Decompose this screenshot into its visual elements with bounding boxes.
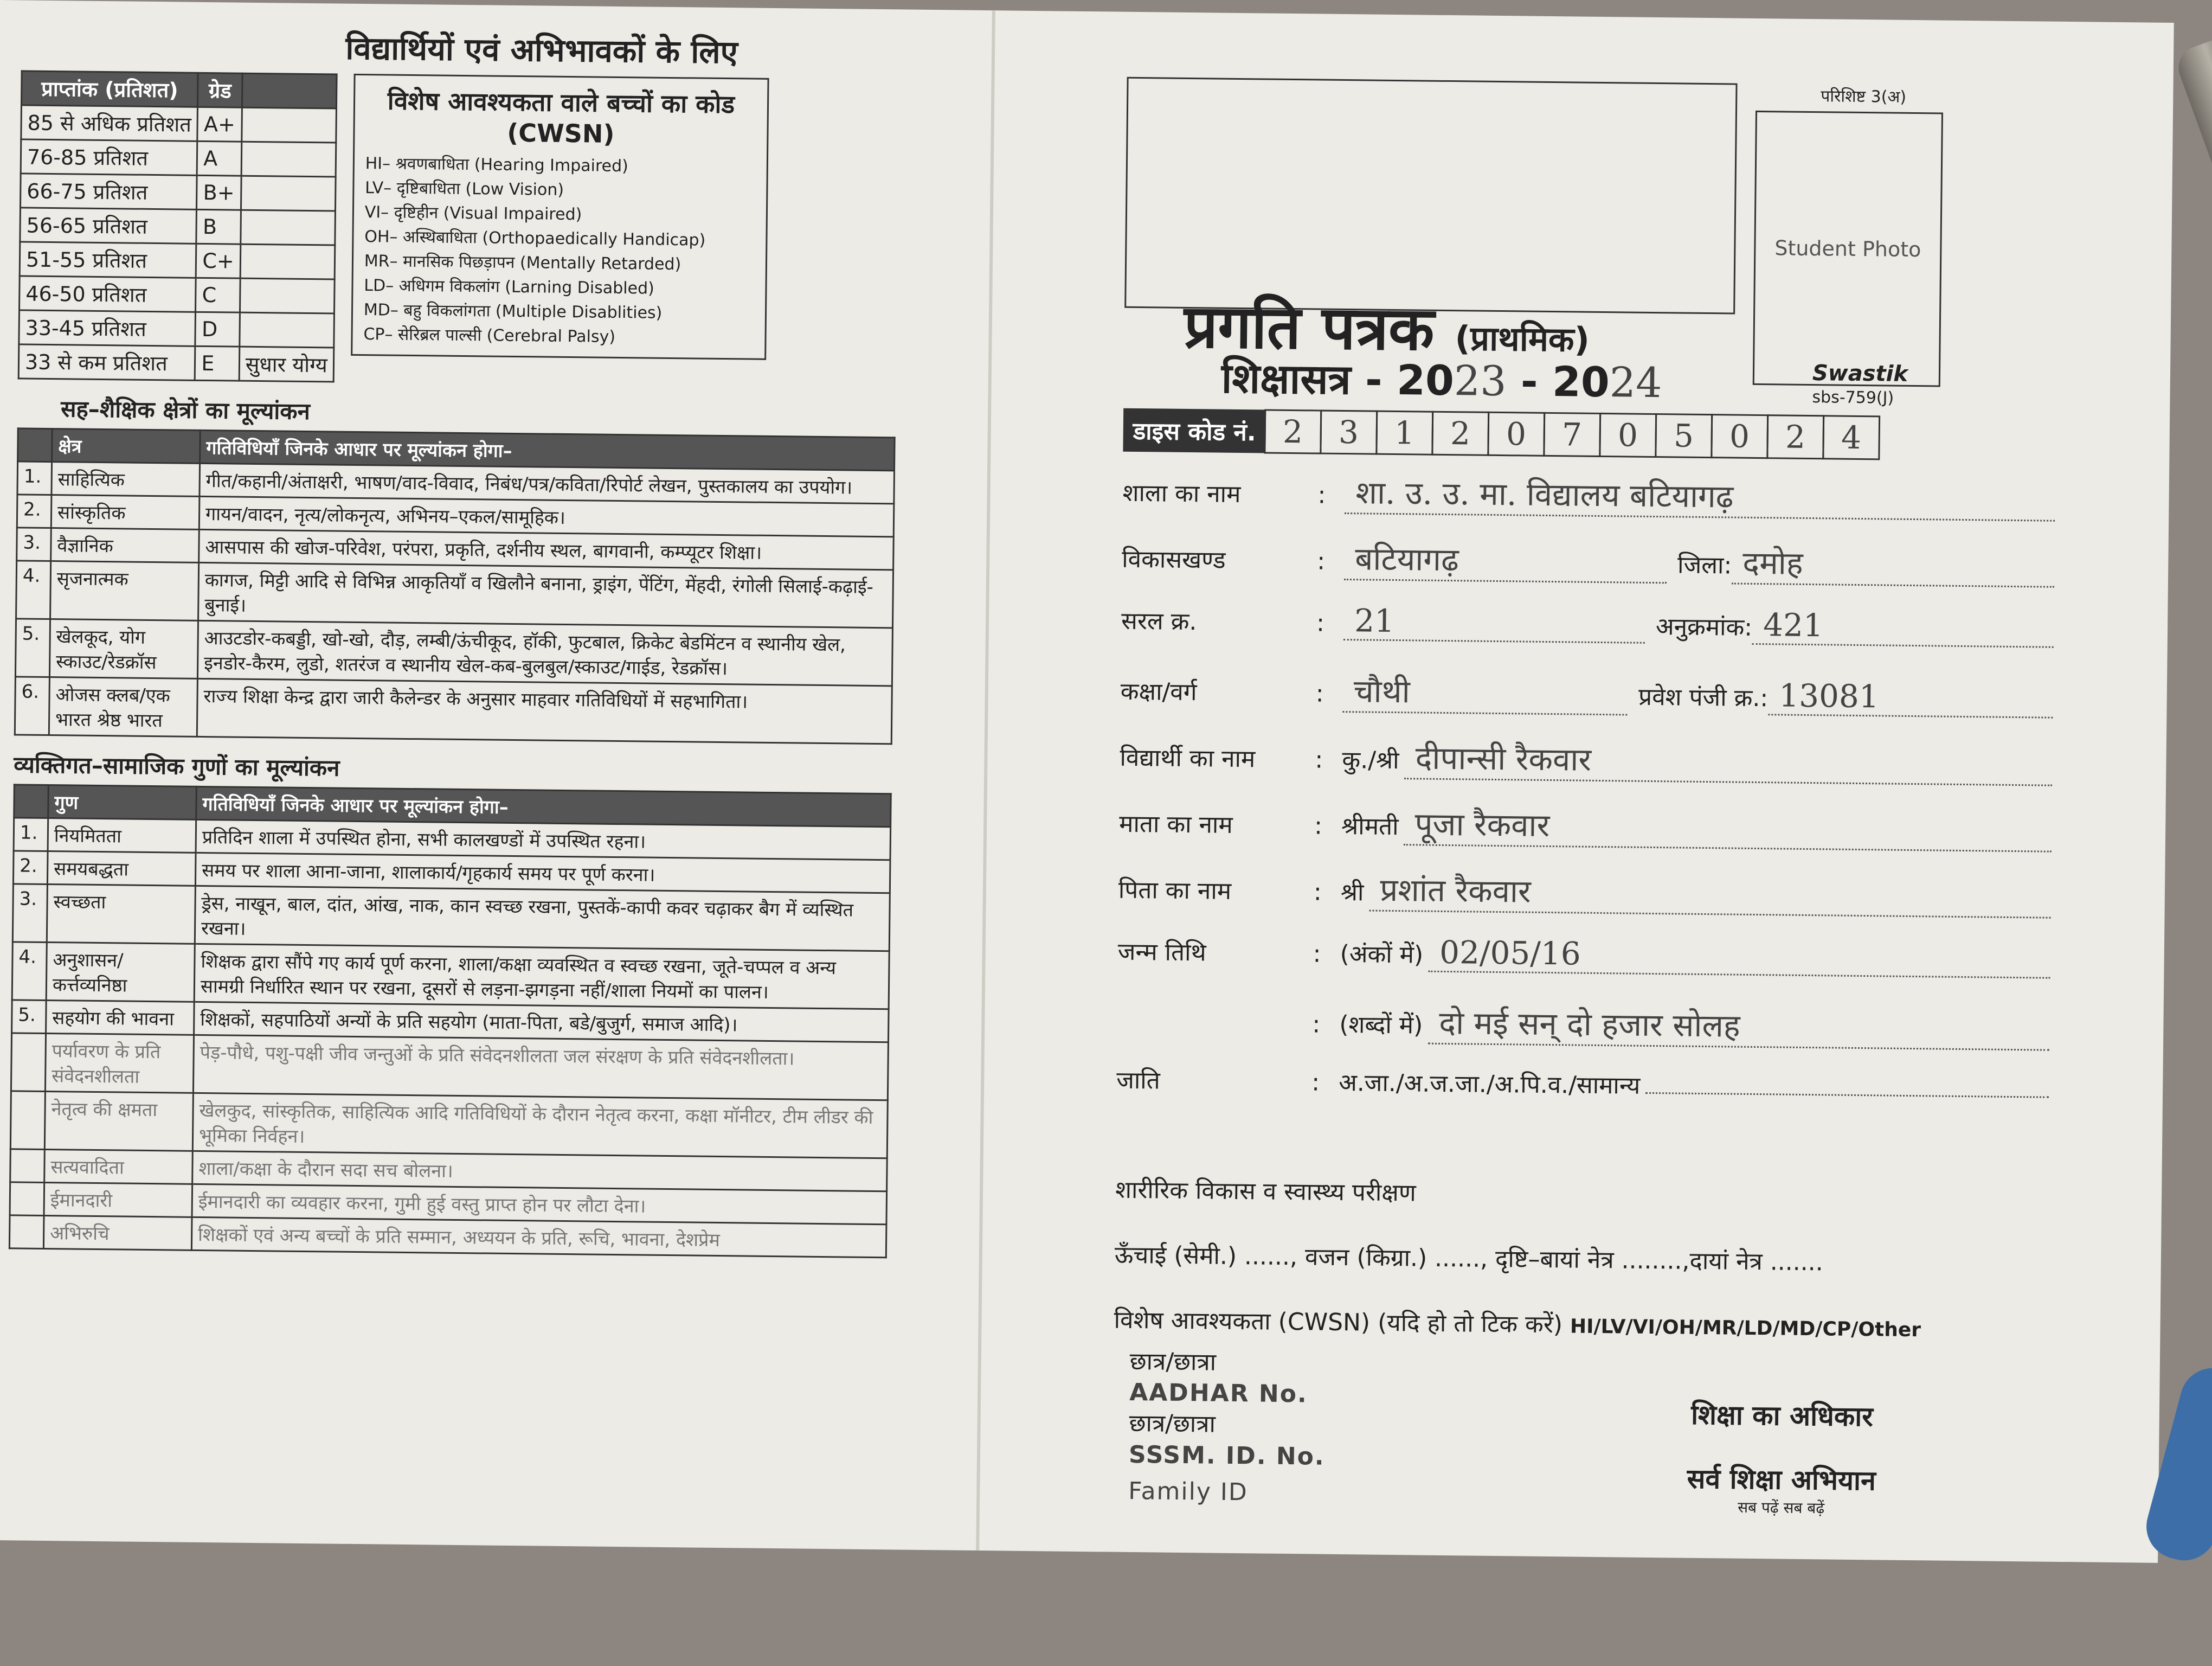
row-area: सहयोग की भावना xyxy=(46,1000,195,1035)
father-row: पिता का नाम : श्री प्रशांत रैकवार xyxy=(1118,864,2051,940)
grade-value: A+ xyxy=(197,107,242,142)
grade-row xyxy=(20,208,335,245)
cwsn-row xyxy=(1114,1303,1921,1344)
mother-value[interactable]: पूजा रैकवार xyxy=(1404,801,2052,853)
row-area: ईमानदारी xyxy=(44,1182,192,1217)
dise-digit[interactable]: 0 xyxy=(1711,414,1769,459)
district-value[interactable]: दमोह xyxy=(1732,540,2055,588)
logo-mid-text: सर्व शिक्षा अभियान xyxy=(1687,1463,1876,1497)
row-description: राज्य शिक्षा केन्द्र द्वारा जारी कैलेन्डर के अनुसार माहवार गतिविधियों में सहभागिता। xyxy=(197,678,892,744)
grade-section xyxy=(18,70,954,389)
student-photo-box xyxy=(1753,111,1943,387)
brand-logo: Swastik xyxy=(1812,361,1908,387)
aadhar-label: AADHAR No. xyxy=(1129,1379,1308,1408)
table-row xyxy=(11,1033,888,1100)
serial-row: सरल क्र. : 21 अनुक्रमांक: 421 xyxy=(1121,600,2054,676)
logo-bottom-text: सब पढ़ें सब बढ़ें xyxy=(1737,1498,1825,1517)
student-fields xyxy=(1116,467,2055,1139)
school-label: शाला का नाम xyxy=(1122,479,1241,509)
row-description: गायन/वादन, नृत्य/लोकनृत्य, अभिनय–एकल/सामूहिक। xyxy=(199,496,894,536)
dob-words-value[interactable]: दो मई सन् दो हजार सोलह xyxy=(1428,1000,2050,1051)
row-number xyxy=(10,1149,45,1183)
mother-label: माता का नाम xyxy=(1118,810,1233,839)
left-page xyxy=(9,22,954,1259)
grade-row xyxy=(18,344,333,382)
row-number: 2. xyxy=(13,851,48,885)
row-number: 1. xyxy=(14,818,48,851)
cwsn-options[interactable]: HI/LV/VI/OH/MR/LD/MD/CP/Other xyxy=(1570,1315,1921,1342)
dob-num-value[interactable]: 02/05/16 xyxy=(1429,934,2050,979)
row-area: सृजनात्मक xyxy=(50,561,199,621)
table-row xyxy=(12,884,890,951)
id-fields xyxy=(1128,1346,1326,1509)
grade-row xyxy=(20,276,335,313)
row-number: 5. xyxy=(12,1000,47,1034)
table-row xyxy=(15,677,892,744)
grade-value: B xyxy=(196,209,241,244)
student-value[interactable]: दीपान्सी रैकवार xyxy=(1404,735,2053,786)
row-area: वैज्ञानिक xyxy=(51,528,200,563)
personal-header-desc: गतिविधियाँ जिनके आधार पर मूल्यांकन होगा– xyxy=(196,786,891,826)
dise-digit[interactable]: 2 xyxy=(1766,414,1824,459)
row-area: नियमितता xyxy=(48,818,196,853)
cwsn-code-box xyxy=(351,74,769,360)
dise-digit[interactable]: 4 xyxy=(1822,415,1880,460)
grade-range: 51-55 प्रतिशत xyxy=(20,242,196,278)
dise-digit[interactable]: 7 xyxy=(1543,412,1601,457)
mother-row: माता का नाम : श्रीमती पूजा रैकवार xyxy=(1118,798,2052,874)
dob-words-row: : (शब्दों में) दो मई सन् दो हजार सोलह xyxy=(1117,997,2050,1073)
session-label: शिक्षासत्र - 20 xyxy=(1221,354,1455,405)
cwsn-item: MD– बहु विकलांगता (Multiple Disablities) xyxy=(363,300,663,323)
row-number: 3. xyxy=(12,884,47,943)
row-number: 4. xyxy=(16,561,51,619)
cwsn-item: MR– मानसिक पिछड़ापन (Mentally Retarded) xyxy=(364,252,681,274)
grade-range: 33-45 प्रतिशत xyxy=(19,310,196,346)
session xyxy=(1221,349,1662,410)
caste-label: जाति xyxy=(1116,1066,1161,1095)
class-row: कक्षा/वर्ग : चौथी प्रवेश पंजी क्र.: 13081 xyxy=(1120,666,2053,742)
row-description: शिक्षकों एवं अन्य बच्चों के प्रति सम्मान, अध्ययन के प्रति, रूचि, भावना, देशप्रेम xyxy=(191,1217,886,1257)
row-description: कागज, मिट्टी आदि से विभिन्न आकृतियाँ व खिलौने बनाना, ड्राइंग, पेंटिंग, मेंहदी, रंगोली सिलाई-कढ़ाई-बुनाई। xyxy=(198,562,893,627)
caste-row: जाति : अ.जा./अ.ज.जा./अ.पि.व./सामान्य xyxy=(1116,1063,2049,1139)
row-number xyxy=(10,1182,44,1216)
row-number xyxy=(10,1091,45,1150)
caste-options: अ.जा./अ.ज.जा./अ.पि.व./सामान्य xyxy=(1338,1068,1641,1100)
cwsn-item: OH– अस्थिबाधिता (Orthopaedically Handicap) xyxy=(364,227,706,250)
dise-digit[interactable]: 2 xyxy=(1431,411,1489,456)
aadhar-hi: छात्र/छात्रा xyxy=(1129,1347,1217,1376)
cwsn-item: LD– अधिगम विकलांग (Larning Disabled) xyxy=(364,276,654,298)
admission-label: प्रवेश पंजी क्र.: xyxy=(1638,683,1769,713)
coscholastic-header-desc: गतिविधियाँ जिनके आधार पर मूल्यांकन होगा– xyxy=(200,430,895,470)
row-description: आउटडोर-कबड्डी, खो-खो, दौड़, लम्बी/ऊंचीकूद, हॉकी, फुटबाल, क्रिकेट बेडमिंटन व स्थानीय खेल, इनडोर-कैरम, लुडो, शतरंज व स्थानीय खेल-कब-बुलबुल/स्काउट/गाईड, रेडक्रॉस। xyxy=(197,620,892,685)
grade-range: 66-75 प्रतिशत xyxy=(20,174,197,209)
rte-logo xyxy=(1687,1395,1876,1519)
coscholastic-header-no xyxy=(18,428,53,462)
blank-box xyxy=(1124,77,1737,315)
row-area: ओजस क्लब/एक भारत श्रेष्ठ भारत xyxy=(49,677,197,737)
ssm-label: SSSM. ID. No. xyxy=(1128,1440,1325,1471)
roll-label: अनुक्रमांक: xyxy=(1655,613,1753,642)
grade-note: सुधार योग्य xyxy=(239,347,334,382)
coscholastic-header-area: क्षेत्र xyxy=(52,429,201,464)
grade-value: D xyxy=(195,312,240,347)
caste-value[interactable] xyxy=(1645,1092,2049,1098)
grade-note xyxy=(241,210,336,245)
grade-note xyxy=(241,142,336,177)
cwsn-item: LV– दृष्टिबाधिता (Low Vision) xyxy=(365,178,564,200)
grade-range: 46-50 प्रतिशत xyxy=(20,276,196,312)
admission-value[interactable]: 13081 xyxy=(1768,677,2053,718)
grade-value: C xyxy=(196,278,240,312)
grade-value: A xyxy=(197,141,241,176)
cwsn-question: विशेष आवश्यकता (CWSN) (यदि हो तो टिक करें) xyxy=(1114,1306,1563,1339)
session-from: 23 xyxy=(1454,356,1507,406)
row-number: 1. xyxy=(17,462,52,495)
grade-note xyxy=(241,176,336,211)
dise-digit[interactable]: 0 xyxy=(1599,413,1657,458)
table-row xyxy=(10,1091,888,1158)
cwsn-item: HI– श्रवणबाधिता (Hearing Impaired) xyxy=(365,154,629,176)
mother-prefix: श्रीमती xyxy=(1341,812,1399,841)
roll-value[interactable]: 421 xyxy=(1752,606,2054,648)
student-row: विद्यार्थी का नाम : कु./श्री दीपान्सी रैकवार xyxy=(1120,732,2053,808)
grade-table xyxy=(18,70,338,382)
father-prefix: श्री xyxy=(1340,878,1364,907)
row-description: पेड़-पौधे, पशु-पक्षी जीव जन्तुओं के प्रति संवेदनशीलता जल संरक्षण के प्रति संवेदनशीलता। xyxy=(193,1035,888,1100)
row-number xyxy=(11,1033,46,1092)
block-value[interactable]: बटियागढ़ xyxy=(1344,536,1667,584)
grade-row xyxy=(21,105,336,143)
cwsn-item: CP– सेरिब्रल पाल्सी (Cerebral Palsy) xyxy=(363,325,616,347)
grade-range: 33 से कम प्रतिशत xyxy=(18,344,195,380)
appendix-label: परिशिष्ट 3(अ) xyxy=(1821,87,1907,107)
grade-range: 76-85 प्रतिशत xyxy=(21,139,197,175)
health-title: शारीरिक विकास व स्वास्थ्य परीक्षण xyxy=(1115,1176,1416,1207)
grade-value: C+ xyxy=(196,244,240,278)
dob-words-prefix: (शब्दों में) xyxy=(1339,1010,1423,1040)
row-number xyxy=(9,1215,44,1249)
dise-cells xyxy=(1265,409,1880,460)
row-area: सांस्कृतिक xyxy=(51,495,200,530)
row-description: प्रतिदिन शाला में उपस्थित होना, सभी कालखण्डों में उपस्थित रहना। xyxy=(196,819,891,860)
row-number: 4. xyxy=(12,942,47,1001)
grade-row xyxy=(20,242,335,279)
row-area: खेलकूद, योग स्काउट/रेडक्रॉस xyxy=(49,619,198,679)
dise-digit[interactable]: 5 xyxy=(1655,413,1713,458)
grade-row xyxy=(19,310,334,348)
grade-header-grade: ग्रेड xyxy=(198,73,242,107)
row-description: ईमानदारी का व्यवहार करना, गुमी हुई वस्तु प्राप्त होन पर लौटा देना। xyxy=(192,1184,887,1224)
dise-label: डाइस कोड नं. xyxy=(1123,408,1266,453)
dise-digit[interactable]: 0 xyxy=(1487,412,1545,457)
dob-num-prefix: (अंकों में) xyxy=(1340,940,1424,969)
coscholastic-title: सह–शैक्षिक क्षेत्रों का मूल्यांकन xyxy=(60,395,311,425)
coscholastic-table xyxy=(14,427,896,745)
row-description: शिक्षक द्वारा सौंपे गए कार्य पूर्ण करना, शाला/कक्षा व्यवस्थित व स्वच्छ रखना, जूते-चप्पल व अन्य सामग्री निर्धारित स्थान पर रखना, दूसरों से लड़ना-झगड़ना नहीं/शाला नियमों का पालन। xyxy=(194,944,889,1009)
dise-code xyxy=(1123,408,1880,460)
cwsn-item: VI– दृष्टिहीन (Visual Impaired) xyxy=(364,203,582,225)
block-row: विकासखण्ड : बटियागढ़ जिला: दमोह xyxy=(1122,534,2055,610)
student-photo-label: Student Photo xyxy=(1774,236,1921,262)
personal-table xyxy=(9,784,892,1258)
grade-range: 56-65 प्रतिशत xyxy=(20,208,197,244)
row-area: साहित्यिक xyxy=(52,462,200,497)
row-description: आसपास की खोज-परिवेश, परंपरा, प्रकृति, दर्शनीय स्थल, बागवानी, कम्प्यूटर शिक्षा। xyxy=(199,529,894,569)
page-fold xyxy=(976,10,995,1550)
student-prefix: कु./श्री xyxy=(1342,746,1399,775)
logo-top-text: शिक्षा का अधिकार xyxy=(1690,1399,1874,1433)
grade-note xyxy=(240,312,335,348)
school-row: शाला का नाम : शा. उ. उ. मा. विद्यालय बटियागढ़ xyxy=(1122,467,2055,543)
row-number: 3. xyxy=(17,528,52,561)
row-description: शिक्षकों, सहपाठियों अन्यों के प्रति सहयोग (माता-पिता, बडे/बुजुर्ग, समाज आदि)। xyxy=(194,1002,889,1042)
row-area: समयबद्धता xyxy=(47,851,196,886)
row-number: 5. xyxy=(15,619,50,677)
row-description: ड्रेस, नाखून, बाल, दांत, आंख, नाक, कान स्वच्छ रखना, पुस्तकें-कापी कवर चढ़ाकर बैग में व्यस्थित रखना। xyxy=(195,886,890,951)
grade-header-range: प्राप्तांक (प्रतिशत) xyxy=(21,71,198,107)
grade-note xyxy=(242,107,337,143)
row-number: 2. xyxy=(17,495,52,528)
row-area: पर्यावरण के प्रति संवेदनशीलता xyxy=(45,1033,194,1093)
session-mid: - 20 xyxy=(1506,357,1610,407)
personal-header-area: गुण xyxy=(48,785,197,820)
row-number: 6. xyxy=(15,677,49,735)
student-label: विद्यार्थी का नाम xyxy=(1120,744,1256,773)
right-page xyxy=(1114,55,2092,1517)
class-value[interactable]: चौथी xyxy=(1342,668,1628,715)
school-value[interactable]: शा. उ. उ. मा. विद्यालय बटियागढ़ xyxy=(1345,470,2055,522)
grade-note xyxy=(240,244,335,279)
dise-digit[interactable]: 2 xyxy=(1264,409,1322,454)
serial-value[interactable]: 21 xyxy=(1343,602,1645,644)
district-label: जिला: xyxy=(1677,551,1732,580)
personal-header-no xyxy=(14,785,49,818)
left-page-title: विद्यार्थियों एवं अभिभावकों के लिए xyxy=(345,29,738,71)
personal-title: व्यक्तिगत–सामाजिक गुणों का मूल्यांकन xyxy=(13,751,340,781)
grade-header-note xyxy=(242,73,337,108)
row-area: अनुशासन/कर्त्तव्यनिष्ठा xyxy=(46,942,195,1002)
grade-value: E xyxy=(195,346,240,381)
grade-range: 85 से अधिक प्रतिशत xyxy=(21,105,198,141)
table-row xyxy=(16,561,893,628)
dob-label: जन्म तिथि xyxy=(1117,938,1206,967)
row-description: खेलकुद, सांस्कृतिक, साहित्यिक आदि गतिविधियों के दौरान नेतृत्व करना, कक्षा मॉनीटर, टीम लीडर की भूमिका निर्वहन। xyxy=(192,1093,888,1158)
dise-digit[interactable]: 1 xyxy=(1375,411,1433,456)
grade-row xyxy=(21,139,336,177)
form-code: sbs-759(J) xyxy=(1812,388,1894,408)
row-area: अभिरुचि xyxy=(43,1215,192,1250)
health-measures: ऊँचाई (सेमी.) ......, वजन (किग्रा.) ......, दृष्टि–बायां नेत्र ........,दायां नेत्र ....... xyxy=(1114,1241,1824,1277)
row-area: सत्यवादिता xyxy=(44,1149,193,1184)
ssm-hi: छात्र/छात्रा xyxy=(1129,1409,1216,1438)
row-area: नेतृत्व की क्षमता xyxy=(44,1091,193,1151)
dob-num-row: जन्म तिथि : (अंकों में) 02/05/16 xyxy=(1117,931,2050,1007)
block-label: विकासखण्ड xyxy=(1122,545,1226,574)
row-description: गीत/कहानी/अंताक्षरी, भाषण/वाद-विवाद, निबंध/पत्र/कविता/रिपोर्ट लेखन, पुस्तकालय का उपयोग। xyxy=(200,463,895,503)
class-label: कक्षा/वर्ग xyxy=(1120,677,1197,707)
report-title-sub: (प्राथमिक) xyxy=(1455,318,1590,360)
grade-value: B+ xyxy=(197,175,241,210)
serial-label: सरल क्र. xyxy=(1121,607,1197,636)
cwsn-title: विशेष आवश्यकता वाले बच्चों का कोड (CWSN) xyxy=(387,86,735,149)
family-id-label: Family ID xyxy=(1128,1477,1249,1507)
table-row xyxy=(12,942,889,1009)
session-to: 24 xyxy=(1609,358,1663,407)
grade-note xyxy=(240,278,335,313)
father-label: पिता का नाम xyxy=(1118,876,1232,905)
report-title-main: प्रगति पत्रक xyxy=(1184,291,1435,364)
grade-row xyxy=(20,174,335,211)
table-row xyxy=(15,619,892,686)
dise-digit[interactable]: 3 xyxy=(1320,410,1378,455)
row-description: समय पर शाला आना-जाना, शालाकार्य/गृहकार्य समय पर पूर्ण करना। xyxy=(195,853,890,893)
row-area: स्वच्छता xyxy=(47,885,195,944)
father-value[interactable]: प्रशांत रैकवार xyxy=(1369,867,2051,919)
paper-knife xyxy=(2172,33,2212,616)
row-description: शाला/कक्षा के दौरान सदा सच बोलना। xyxy=(192,1151,888,1191)
